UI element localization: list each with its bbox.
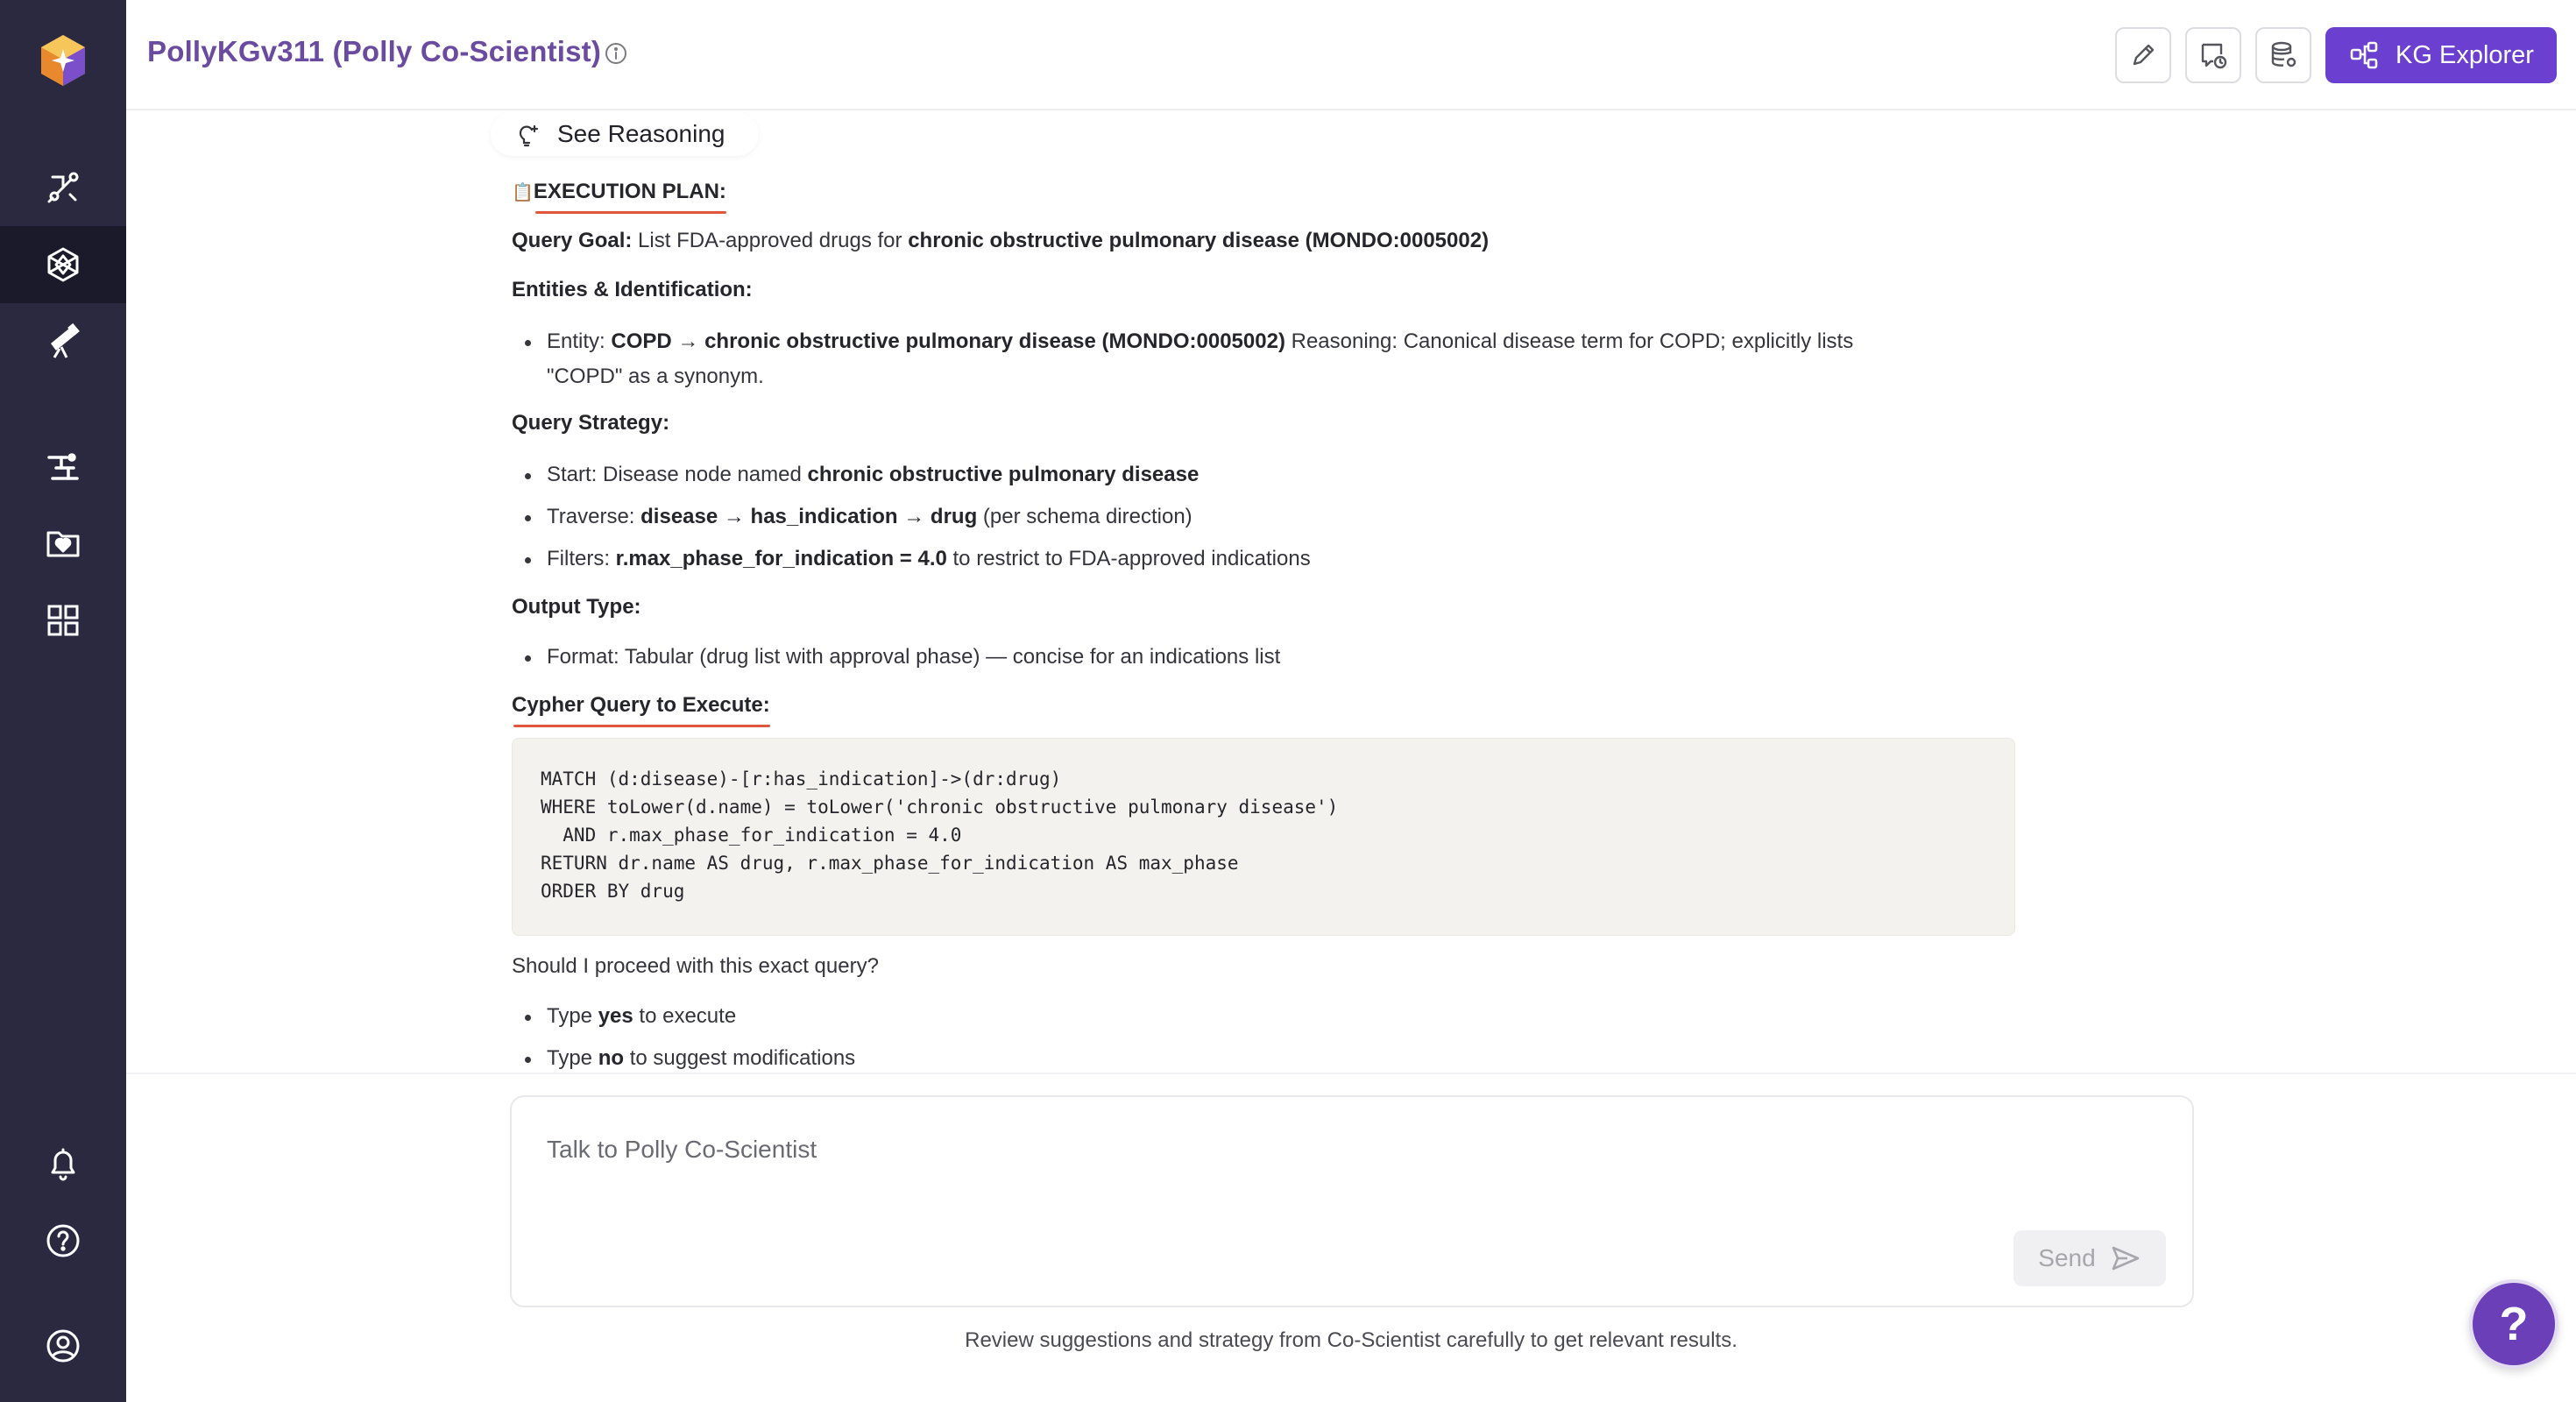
sidebar-item-graph[interactable] [0, 149, 126, 226]
bell-icon [44, 1144, 82, 1183]
confirm-yes-suffix: to execute [639, 1004, 737, 1028]
list-item [526, 542, 2068, 577]
edit-button[interactable] [2115, 27, 2171, 83]
strategy-start-prefix: Start: Disease node named [547, 463, 802, 486]
kg-explorer-button[interactable] [2325, 27, 2557, 83]
confirm-yes-prefix: Type [547, 1004, 593, 1028]
query-goal-disease: chronic obstructive pulmonary disease (MONDO:0005002) [908, 229, 1490, 252]
send-button[interactable] [2013, 1230, 2166, 1286]
chat-history-icon [2198, 40, 2228, 70]
polly-logo-icon[interactable] [39, 33, 88, 88]
clipboard-icon: 📋 [512, 183, 534, 202]
list-item [526, 457, 2068, 492]
sidebar-item-help[interactable] [0, 1202, 126, 1279]
co-scientist-icon [44, 245, 82, 284]
chat-area [126, 112, 2576, 1073]
sidebar-item-notifications[interactable] [0, 1125, 126, 1202]
graph-path-icon [44, 168, 82, 207]
help-fab-button[interactable]: ? [2469, 1279, 2558, 1369]
confirm-yes-keyword: yes [598, 1004, 633, 1028]
apps-grid-icon [44, 601, 82, 640]
send-icon [2110, 1243, 2141, 1274]
list-item [526, 499, 2068, 535]
info-icon[interactable] [603, 40, 629, 67]
entity-canonical: chronic obstructive pulmonary disease (MONDO:0005002) [704, 329, 1285, 353]
sidebar-item-pipelines[interactable] [0, 429, 126, 506]
sidebar-item-co-scientist[interactable] [0, 226, 126, 303]
output-heading: Output Type: [512, 595, 641, 619]
sidebar [0, 0, 126, 1402]
query-goal-text: List FDA-approved drugs for [638, 229, 902, 252]
list-item [526, 324, 2068, 394]
list-item [526, 640, 2068, 675]
page-title: PollyKGv311 (Polly Co-Scientist) [147, 35, 602, 67]
cypher-heading-text: Cypher Query to Execute: [512, 689, 770, 722]
lightbulb-icon [515, 121, 540, 147]
top-header [126, 0, 2576, 110]
entity-reasoning: Reasoning: Canonical disease term for COPD; explicitly lists [1291, 329, 1854, 353]
pipeline-icon [44, 449, 82, 487]
execution-plan-title [512, 175, 2019, 209]
entity-reasoning-cont: "COPD" as a synonym. [547, 365, 764, 388]
help-circle-icon [44, 1221, 82, 1260]
confirm-question: Should I proceed with this exact query? [512, 954, 879, 978]
list-item [526, 999, 2068, 1034]
telescope-icon [44, 321, 82, 359]
strategy-filter-expr: r.max_phase_for_indication = 4.0 [615, 547, 947, 570]
sidebar-item-apps[interactable] [0, 582, 126, 659]
entities-heading: Entities & Identification: [512, 278, 753, 301]
database-settings-icon [2268, 40, 2298, 70]
confirm-no-keyword: no [598, 1046, 625, 1070]
strategy-filters-suffix: to restrict to FDA-approved indications [952, 547, 1311, 570]
plan-title-text: EXECUTION PLAN: [534, 175, 726, 209]
entity-prefix: Entity: [547, 329, 605, 353]
entity-abbrev: COPD [611, 329, 672, 353]
chat-history-button[interactable] [2185, 27, 2241, 83]
cypher-code-block[interactable]: MATCH (d:disease)-[r:has_indication]->(dr:drug) WHERE toLower(d.name) = toLower('chronic obstructive pulmonary disease') AND r.max_phase_for_indication = 4.0 RETURN dr.name AS drug, r.max_phase_for_indication AS max_phase ORDER BY drug [512, 738, 2015, 936]
list-item [526, 1041, 2068, 1073]
strategy-traverse-prefix: Traverse: [547, 505, 635, 528]
output-format-text: Format: Tabular (drug list with approval phase) — concise for an indications list [547, 645, 1281, 669]
strategy-heading: Query Strategy: [512, 411, 670, 435]
footer-note: Review suggestions and strategy from Co-Scientist carefully to get relevant results. [965, 1328, 1737, 1352]
divider [126, 1073, 2576, 1074]
kg-explorer-label: KG Explorer [2396, 40, 2534, 69]
send-label: Send [2038, 1244, 2096, 1271]
see-reasoning-button[interactable] [491, 112, 759, 156]
chat-input-box [510, 1095, 2194, 1307]
query-goal-label: Query Goal: [512, 229, 633, 252]
sidebar-item-explore[interactable] [0, 301, 126, 379]
confirm-no-prefix: Type [547, 1046, 593, 1070]
chat-input[interactable] [547, 1136, 2124, 1241]
pencil-icon [2128, 40, 2158, 70]
arrow-glyph: → [677, 329, 699, 353]
see-reasoning-label: See Reasoning [557, 120, 725, 147]
sidebar-item-favorites[interactable] [0, 505, 126, 582]
favorites-folder-icon [44, 524, 82, 563]
cypher-heading [512, 689, 2019, 722]
query-goal [512, 224, 2019, 258]
strategy-filters-prefix: Filters: [547, 547, 610, 570]
kg-explorer-icon [2348, 39, 2380, 71]
strategy-traverse-suffix: (per schema direction) [982, 505, 1192, 528]
database-settings-button[interactable] [2255, 27, 2311, 83]
strategy-traverse-path: disease → has_indication → drug [640, 505, 978, 528]
strategy-start-node: chronic obstructive pulmonary disease [807, 463, 1200, 486]
confirm-no-suffix: to suggest modifications [629, 1046, 856, 1070]
